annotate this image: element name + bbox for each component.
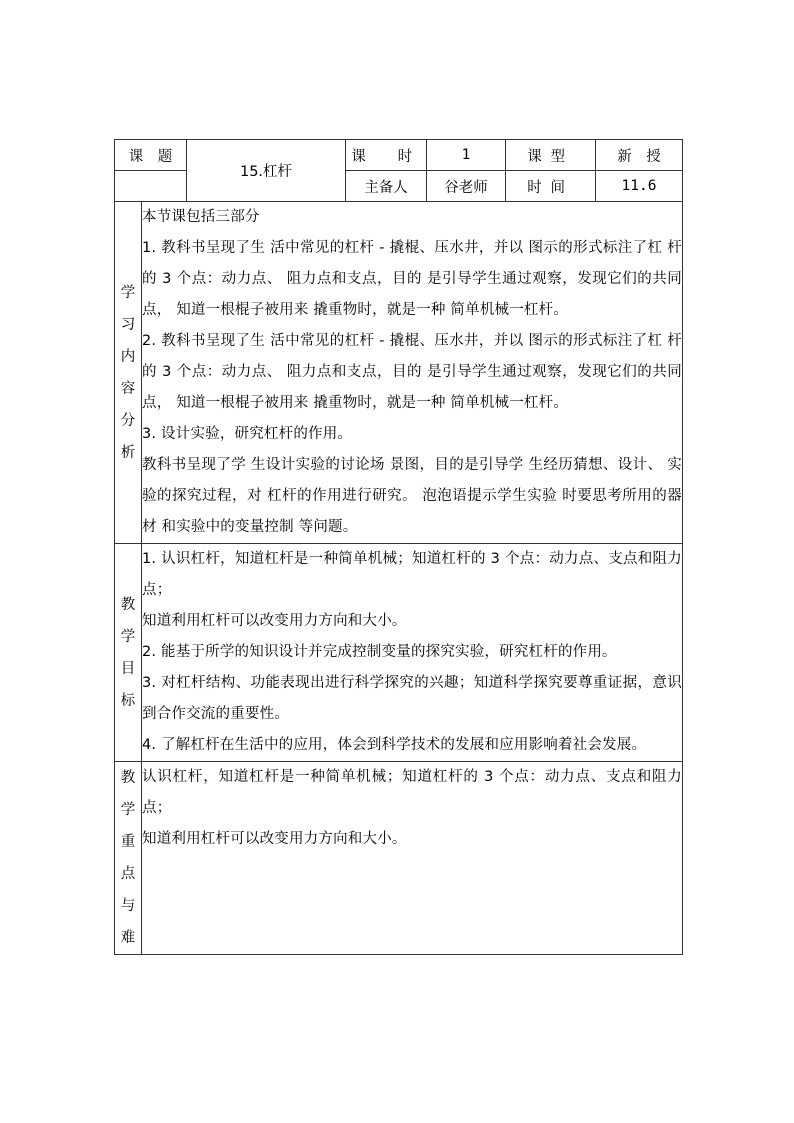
key-points-row — [115, 762, 683, 955]
teaching-goals-text — [142, 544, 683, 762]
content-analysis-text — [142, 202, 683, 544]
topic-value: 15.杠杆 — [187, 140, 346, 202]
preparer-label: 主备人 — [346, 171, 427, 202]
teaching-goals-label: 教 学 目 标 — [115, 544, 142, 762]
paragraph: 3. 对杠杆结构、功能表现出进行科学探究的兴趣；知道科学探究要尊重证据，意识到合作交流的重要性。 — [142, 675, 682, 722]
paragraph: 本节课包括三部分 — [142, 209, 260, 225]
paragraph: 4. 了解杠杆在生活中的应用，体会到科学技术的发展和应用影响着社会发展。 — [142, 737, 647, 753]
paragraph: 认识杠杆，知道杠杆是一种简单机械；知道杠杆的 3 个点：动力点、支点和阻力点； — [142, 769, 682, 816]
paragraph: 3. 设计实验，研究杠杆的作用。 — [142, 426, 353, 442]
period-label: 课 时 — [346, 140, 427, 171]
topic-label: 课 题 — [115, 140, 187, 171]
preparer-value: 谷老师 — [427, 171, 506, 202]
paragraph: 2. 能基于所学的知识设计并完成控制变量的探究实验，研究杠杆的作用。 — [142, 644, 617, 660]
time-label: 时间 — [506, 171, 596, 202]
header-row-1 — [115, 140, 683, 171]
type-value: 新 授 — [596, 140, 683, 171]
key-points-text — [142, 762, 683, 955]
period-value: 1 — [427, 140, 506, 171]
time-value: 11.6 — [596, 171, 683, 202]
topic-label-cont — [115, 171, 187, 202]
key-points-label: 教 学 重 点 与 难 — [115, 762, 142, 955]
paragraph: 1. 教科书呈现了生 活中常见的杠杆 - 撬棍、压水井，并以 图示的形式标注了杠 杆的 3 个点：动力点、 阻力点和支点，目的 是引导学生通过观察，发现它们的共同点， 知道一根棍子被用来 撬重物时，就是一种 简单机械一杠杆。 — [142, 240, 682, 318]
paragraph: 知道利用杠杆可以改变用力方向和大小。 — [142, 613, 407, 629]
type-label: 课型 — [506, 140, 596, 171]
paragraph: 知道利用杠杆可以改变用力方向和大小。 — [142, 831, 407, 847]
content-analysis-row — [115, 202, 683, 544]
paragraph: 1. 认识杠杆，知道杠杆是一种简单机械；知道杠杆的 3 个点：动力点、支点和阻力点； — [142, 551, 682, 598]
paragraph: 教科书呈现了学 生设计实验的讨论场 景图，目的是引导学 生经历猜想、设计、 实验的探究过程，对 杠杆的作用进行研究。 泡泡语提示学生实验 时要思考所用的器材 和实验中的变量控制 等问题。 — [142, 457, 682, 535]
lesson-plan-table — [114, 139, 683, 955]
teaching-goals-row — [115, 544, 683, 762]
content-analysis-label: 学 习 内 容 分 析 — [115, 202, 142, 544]
paragraph: 2. 教科书呈现了生 活中常见的杠杆 - 撬棍、压水井，并以 图示的形式标注了杠 杆的 3 个点：动力点、 阻力点和支点，目的 是引导学生通过观察，发现它们的共同点， 知道一根棍子被用来 撬重物时，就是一种 简单机械一杠杆。 — [142, 333, 682, 411]
